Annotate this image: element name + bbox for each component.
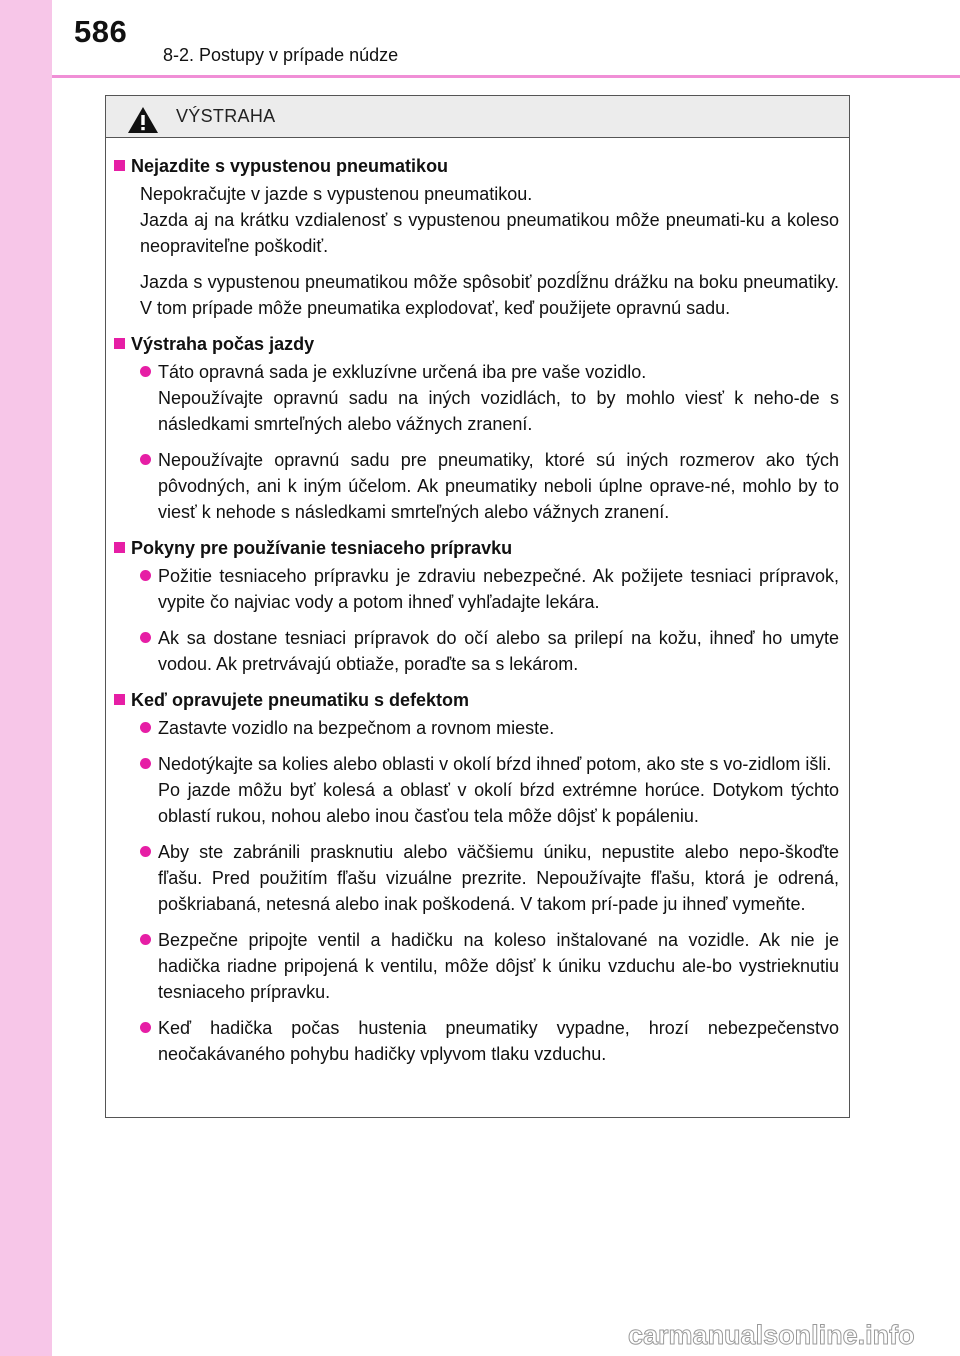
list-item-line: Bezpečne pripojte ventil a hadičku na koleso inštalované na vozidle. Ak nie je hadička riadne pripojená k ventilu, môže dôjsť k úniku vzduchu ale-bo vystrieknutiu tesniaceho prípravku. <box>158 930 839 1002</box>
warning-section <box>112 153 839 321</box>
warning-section <box>112 331 839 525</box>
warning-body <box>106 138 849 1067</box>
section-heading <box>112 153 839 179</box>
warning-title: VÝSTRAHA <box>176 106 276 126</box>
round-bullet-icon <box>140 934 151 945</box>
section-heading <box>112 535 839 561</box>
list-item-line: Ak sa dostane tesniaci prípravok do očí alebo sa prilepí na kožu, ihneď ho umyte vodou. Ak pretrvávajú obtiaže, poraďte sa s lekárom. <box>158 628 839 674</box>
square-bullet-icon <box>114 542 125 553</box>
watermark <box>628 1318 958 1352</box>
list-item <box>140 927 839 1005</box>
list-item <box>140 751 839 829</box>
list-item-text <box>158 359 839 437</box>
list-item-text <box>158 447 839 525</box>
section-heading-text: Nejazdite s vypustenou pneumatikou <box>131 156 449 176</box>
warning-triangle-icon <box>127 106 159 134</box>
section-heading-text: Keď opravujete pneumatiku s defektom <box>131 690 470 710</box>
round-bullet-icon <box>140 454 151 465</box>
warning-box <box>105 95 850 1118</box>
list-item-line: Nedotýkajte sa kolies alebo oblasti v okolí bŕzd ihneď potom, ako ste s vo-zidlom išli. <box>158 754 832 774</box>
list-item <box>140 359 839 437</box>
list-item-line: Keď hadička počas hustenia pneumatiky vypadne, hrozí nebezpečenstvo neočakávaného pohybu hadičky vplyvom tlaku vzduchu. <box>158 1018 839 1064</box>
round-bullet-icon <box>140 632 151 643</box>
round-bullet-icon <box>140 1022 151 1033</box>
list-item-text <box>158 839 839 917</box>
warning-section <box>112 535 839 677</box>
section-heading <box>112 687 839 713</box>
list-item-text <box>158 625 839 677</box>
square-bullet-icon <box>114 338 125 349</box>
section-title: 8-2. Postupy v prípade núdze <box>163 45 399 65</box>
round-bullet-icon <box>140 366 151 377</box>
round-bullet-icon <box>140 758 151 769</box>
list-item-text <box>158 751 839 829</box>
list-item <box>140 715 839 741</box>
list-item-text <box>158 927 839 1005</box>
list-item-text <box>158 1015 839 1067</box>
round-bullet-icon <box>140 722 151 733</box>
list-item <box>140 839 839 917</box>
list-item-line: Nepoužívajte opravnú sadu na iných vozidlách, to by mohlo viesť k neho-de s následkami smrteľných alebo vážnych zranení. <box>158 388 839 434</box>
list-item-line: Zastavte vozidlo na bezpečnom a rovnom mieste. <box>158 718 555 738</box>
square-bullet-icon <box>114 694 125 705</box>
list-item-line: Nepoužívajte opravnú sadu pre pneumatiky, ktoré sú iných rozmerov ako tých pôvodných, ani k iným účelom. Ak pneumatiky neboli úplne oprave-né, mohlo by to viesť k nehode s následkami smrteľných alebo vážnych zranení. <box>158 450 839 522</box>
list-item <box>140 563 839 615</box>
paragraph <box>140 181 839 259</box>
square-bullet-icon <box>114 160 125 171</box>
watermark-text: carmanualsonline.info <box>628 1320 915 1350</box>
round-bullet-icon <box>140 570 151 581</box>
list-item <box>140 1015 839 1067</box>
page-number: 586 <box>74 14 128 49</box>
paragraph-line: Jazda s vypustenou pneumatikou môže spôsobiť pozdĺžnu drážku na boku pneumatiky. V tom prípade môže pneumatika explodovať, keď použijete opravnú sadu. <box>140 272 839 318</box>
list-item-line: Po jazde môžu byť kolesá a oblasť v okolí bŕzd extrémne horúce. Dotykom týchto oblastí rukou, nohou alebo inou časťou tela môže dôjsť k popáleniu. <box>158 780 839 826</box>
side-color-strip <box>0 0 52 1356</box>
section-heading-text: Výstraha počas jazdy <box>131 334 315 354</box>
warning-section <box>112 687 839 1067</box>
paragraph-line: Nepokračujte v jazde s vypustenou pneumatikou. <box>140 184 533 204</box>
list-item-line: Požitie tesniaceho prípravku je zdraviu nebezpečné. Ak požijete tesniaci prípravok, vypite čo najviac vody a potom ihneď vyhľadajte lekára. <box>158 566 839 612</box>
section-heading <box>112 331 839 357</box>
header-divider <box>52 75 960 78</box>
list-item-line: Aby ste zabránili prasknutiu alebo väčšiemu úniku, nepustite alebo nepo-škoďte fľašu. Pred použitím fľašu vizuálne prezrite. Nepoužívajte fľašu, ktorá je odrená, poškriabaná, netesná alebo inak poškodená. V takom prí-pade ju ihneď vymeňte. <box>158 842 839 914</box>
paragraph-line: Jazda aj na krátku vzdialenosť s vypustenou pneumatikou môže pneumati-ku a koleso neopraviteľne poškodiť. <box>140 210 839 256</box>
list-item-text <box>158 563 839 615</box>
warning-header <box>106 96 849 138</box>
round-bullet-icon <box>140 846 151 857</box>
list-item-text <box>158 715 839 741</box>
list-item <box>140 447 839 525</box>
paragraph <box>140 269 839 321</box>
list-item <box>140 625 839 677</box>
list-item-line: Táto opravná sada je exkluzívne určená iba pre vaše vozidlo. <box>158 362 647 382</box>
section-heading-text: Pokyny pre používanie tesniaceho prípravku <box>131 538 513 558</box>
